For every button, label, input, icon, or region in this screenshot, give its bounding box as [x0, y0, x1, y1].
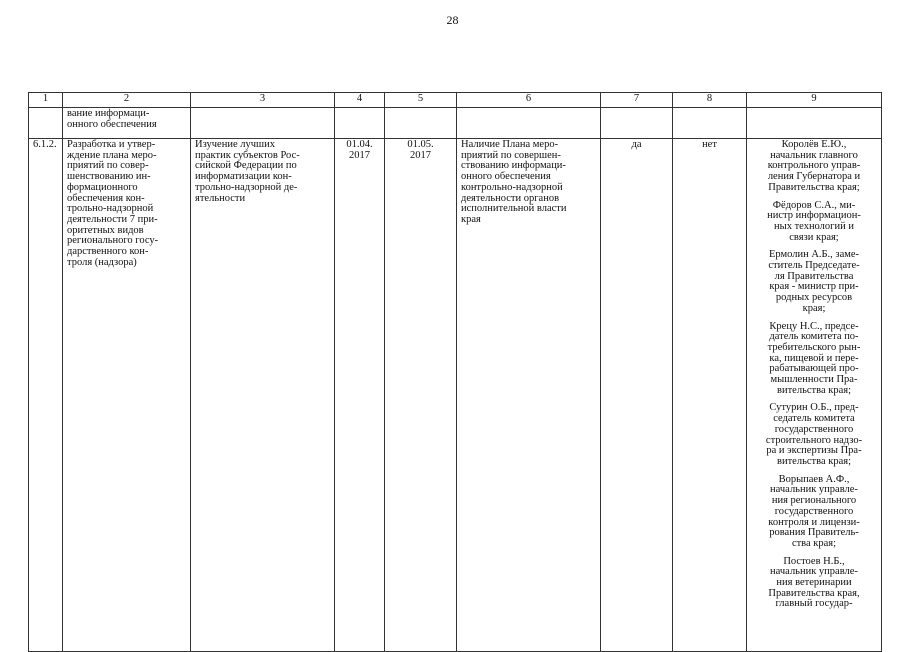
table-cell — [601, 108, 673, 139]
continued-event-text: вание информаци- онного обеспечения — [63, 108, 191, 139]
column-number: 4 — [335, 93, 385, 108]
responsible-persons — [747, 139, 882, 652]
table-row — [29, 139, 882, 652]
column-8-value: нет — [673, 139, 747, 652]
responsible-person: Крецу Н.С., предсе- датель комитета по- требительского рын- ка, пищевой и пере- рабатывающей про- мышленности Пра- вительства края; — [767, 320, 861, 396]
column-number: 2 — [63, 93, 191, 108]
table-cell — [29, 108, 63, 139]
column-number: 3 — [191, 93, 335, 108]
responsible-person: Сутурин О.Б., пред- седатель комитета государственного строительного надзо- ра и экспертизы Пра- вительства края; — [765, 402, 863, 467]
column-number-row — [29, 93, 882, 108]
responsible-person: Фёдоров С.А., ми- нистр информацион- ных технологий и связи края; — [767, 199, 861, 243]
table-cell — [385, 108, 457, 139]
page-number: 28 — [446, 13, 459, 27]
table-cell — [335, 108, 385, 139]
column-number: 6 — [457, 93, 601, 108]
column-number: 8 — [673, 93, 747, 108]
column-number: 1 — [29, 93, 63, 108]
table-cell — [457, 108, 601, 139]
table-cell — [191, 108, 335, 139]
responsible-person: Королёв Е.Ю., начальник главного контрольного управ- ления Губернатора и Правительства края; — [767, 139, 861, 193]
row-number: 6.1.2. — [29, 139, 63, 652]
responsible-person: Ворыпаев А.Ф., начальник управле- ния регионального государственного контроля и лицензи- рования Правитель- ства края; — [768, 473, 860, 549]
column-number: 7 — [601, 93, 673, 108]
end-date: 01.05. 2017 — [385, 139, 457, 652]
table-cell — [673, 108, 747, 139]
continued-row — [29, 108, 882, 139]
start-date: 01.04. 2017 — [335, 139, 385, 652]
column-number: 9 — [747, 93, 882, 108]
table-cell — [747, 108, 882, 139]
responsible-person: Ермолин А.Б., заме- ститель Председате- ля Правительства края - министр при- родных ресурсов края; — [768, 249, 860, 314]
expected-result: Наличие Плана меро- приятий по совершен- ствованию информаци- онного обеспечения контрольно-надзорной деятельности органов исполнительной власти края — [457, 139, 601, 652]
column-7-value: да — [601, 139, 673, 652]
responsible-person: Постоев Н.Б., начальник управле- ния ветеринарии Правительства края, главный государ- — [768, 555, 860, 610]
event-description: Разработка и утвер- ждение плана меро- приятий по совер- шенствованию ин- формационного обеспечения кон- трольно-надзорной деятельности 7 при- оритетных видов регионального госу- дарственного кон- троля (надзора) — [63, 139, 191, 652]
column-number: 5 — [385, 93, 457, 108]
action-description: Изучение лучших практик субъектов Рос- сийской Федерации по информатизации кон- трольно-надзорной де- ятельности — [191, 139, 335, 652]
plan-table — [28, 92, 882, 652]
